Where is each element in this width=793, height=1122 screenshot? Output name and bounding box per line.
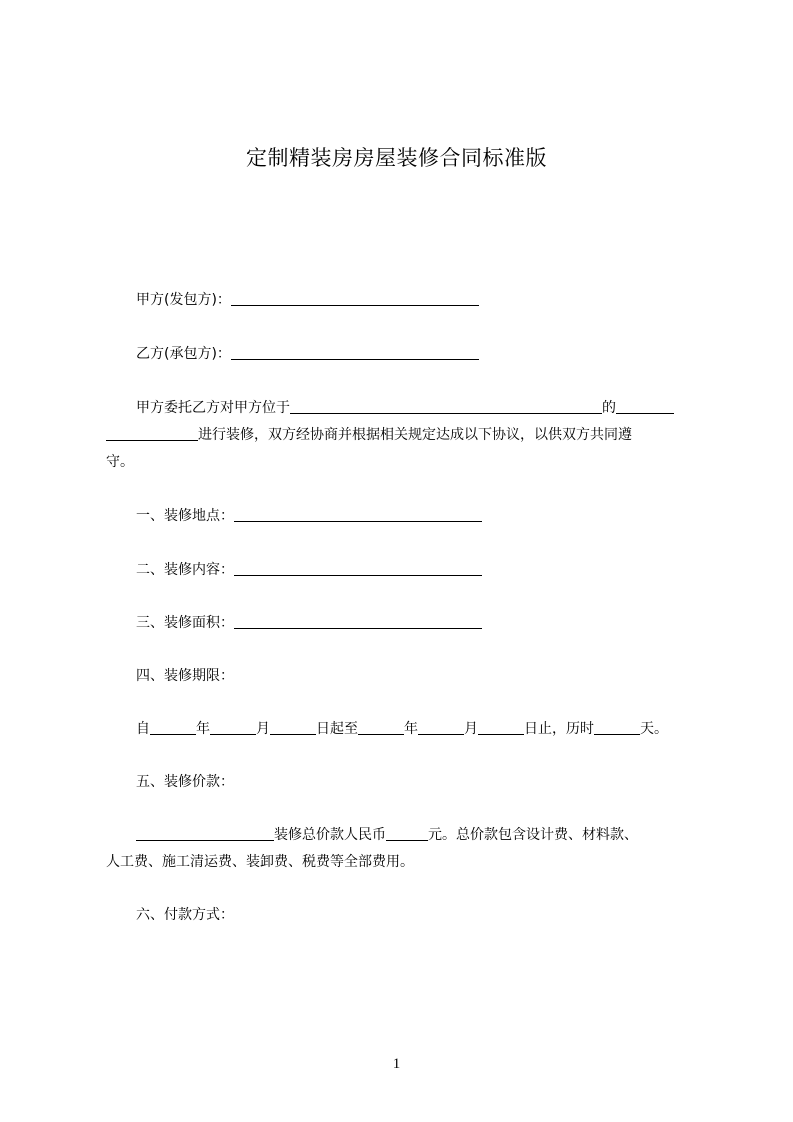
location-label: 一、装修地点： bbox=[136, 508, 234, 524]
intro-line-1 bbox=[106, 395, 736, 421]
start-year-blank bbox=[150, 719, 196, 735]
end-year-blank bbox=[358, 719, 404, 735]
area-blank bbox=[234, 613, 482, 629]
intro-object-blank-1 bbox=[616, 398, 674, 414]
start-day-blank bbox=[270, 719, 316, 735]
price-label: 五、装修价款： bbox=[136, 774, 234, 790]
section-content bbox=[106, 557, 736, 583]
intro-text-part4: 守。 bbox=[106, 454, 134, 470]
month-text-2: 月 bbox=[464, 721, 478, 737]
content-label: 二、装修内容： bbox=[136, 562, 234, 578]
intro-line-3 bbox=[106, 449, 706, 475]
day-end-text: 日止，历时 bbox=[524, 721, 594, 737]
price-line-1 bbox=[106, 822, 736, 848]
area-label: 三、装修面积： bbox=[136, 615, 234, 631]
section-period bbox=[106, 663, 736, 689]
party-a-blank bbox=[231, 290, 479, 306]
price-item-blank bbox=[136, 825, 274, 841]
location-blank bbox=[234, 506, 482, 522]
intro-line-2 bbox=[106, 422, 706, 448]
section-payment bbox=[106, 902, 736, 928]
document-title: 定制精装房房屋装修合同标准版 bbox=[246, 146, 547, 170]
party-b-label: 乙方(承包方)： bbox=[136, 346, 231, 362]
price-text-part1: 装修总价款人民币 bbox=[274, 827, 386, 843]
content-blank bbox=[234, 560, 482, 576]
period-from-text: 自 bbox=[136, 721, 150, 737]
price-text-part3: 人工费、施工清运费、装卸费、税费等全部费用。 bbox=[106, 854, 414, 870]
intro-text-part2: 的 bbox=[602, 400, 616, 416]
month-text: 月 bbox=[256, 721, 270, 737]
party-a-line bbox=[106, 287, 736, 313]
party-b-line bbox=[106, 341, 736, 367]
party-b-blank bbox=[231, 344, 479, 360]
section-location bbox=[106, 503, 736, 529]
day-from-to-text: 日起至 bbox=[316, 721, 358, 737]
price-line-2 bbox=[106, 849, 706, 875]
year-text: 年 bbox=[196, 721, 210, 737]
party-a-label: 甲方(发包方)： bbox=[136, 292, 231, 308]
end-day-blank bbox=[478, 719, 524, 735]
days-text: 天。 bbox=[640, 721, 668, 737]
price-text-part2: 元。总价款包含设计费、材料款、 bbox=[428, 827, 638, 843]
intro-location-blank bbox=[290, 398, 602, 414]
period-label: 四、装修期限： bbox=[136, 668, 234, 684]
section-price bbox=[106, 769, 736, 795]
intro-text-part1: 甲方委托乙方对甲方位于 bbox=[136, 400, 290, 416]
page-number: 1 bbox=[392, 1056, 401, 1072]
end-month-blank bbox=[418, 719, 464, 735]
price-amount-blank bbox=[386, 825, 428, 841]
duration-days-blank bbox=[594, 719, 640, 735]
period-dates-line bbox=[106, 716, 736, 742]
section-area bbox=[106, 610, 736, 636]
intro-text-part3: 进行装修，双方经协商并根据相关规定达成以下协议，以供双方共同遵 bbox=[198, 427, 632, 443]
intro-object-blank-2 bbox=[106, 425, 198, 441]
payment-label: 六、付款方式： bbox=[136, 907, 234, 923]
start-month-blank bbox=[210, 719, 256, 735]
year-text-2: 年 bbox=[404, 721, 418, 737]
